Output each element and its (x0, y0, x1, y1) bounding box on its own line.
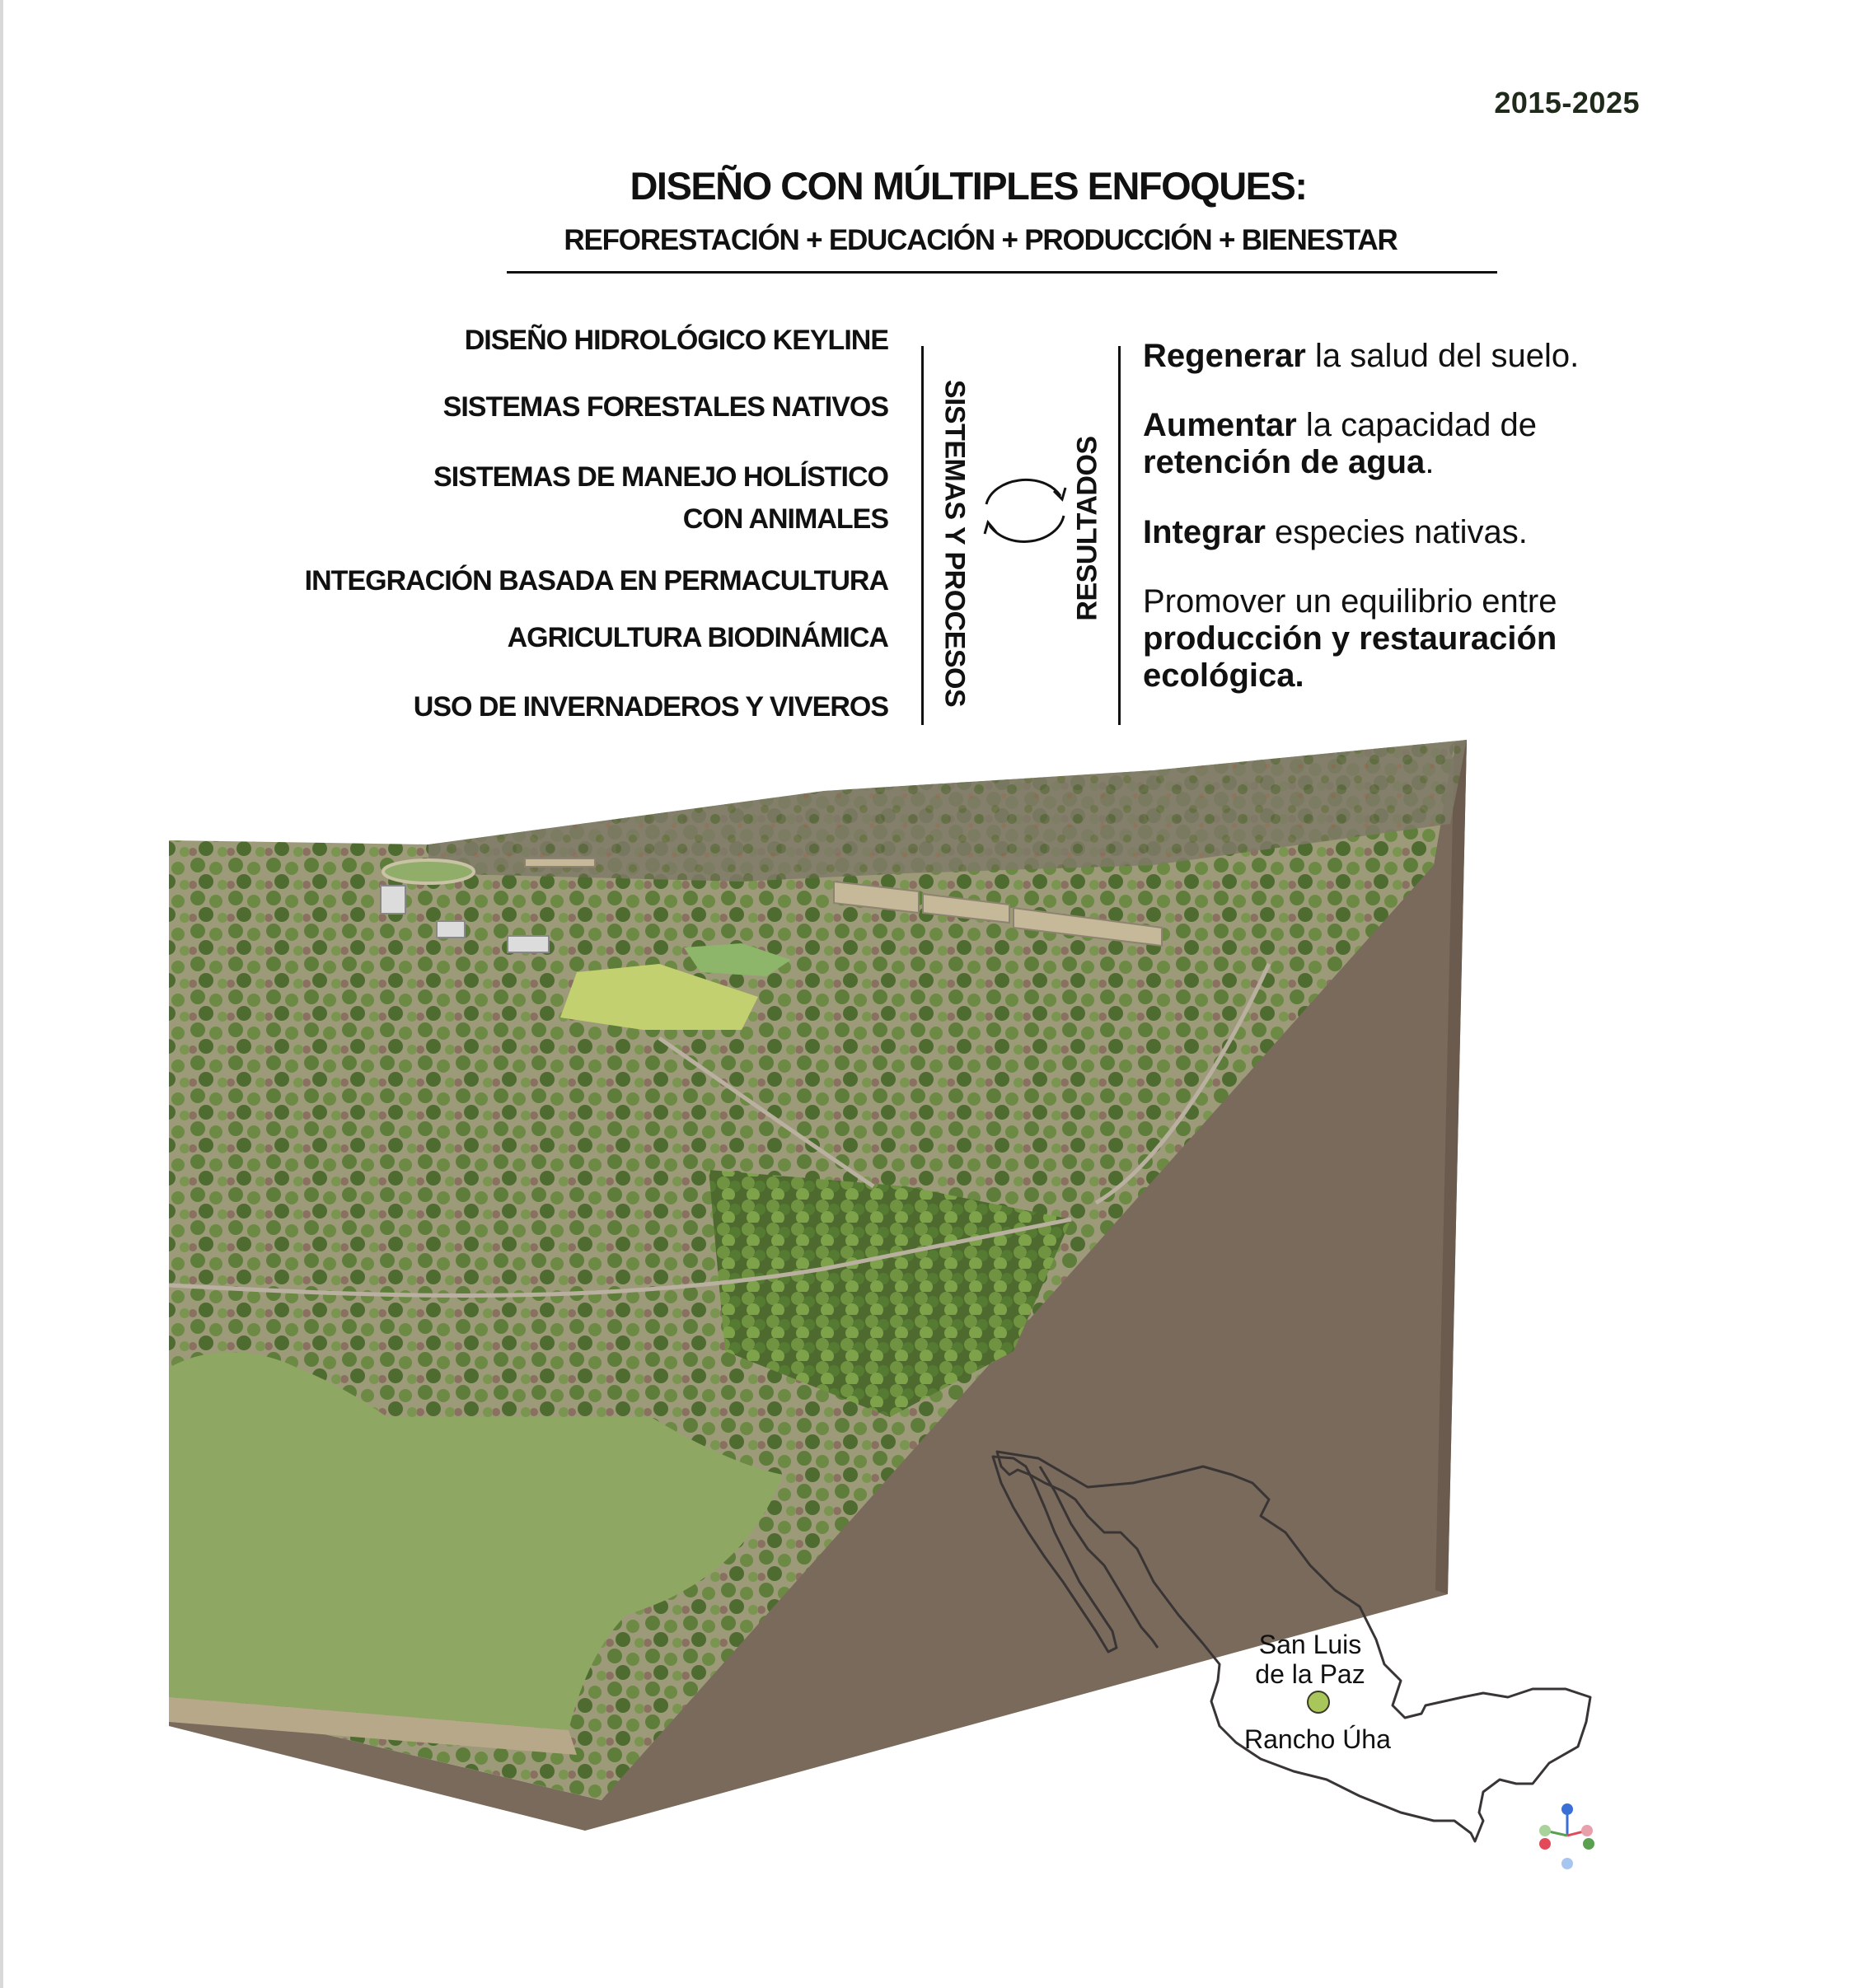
location-marker-icon (1308, 1691, 1329, 1713)
map-city-line1: San Luis (1258, 1630, 1362, 1659)
map-city-line2: de la Paz (1255, 1659, 1365, 1689)
system-item-keyline: DISEÑO HIDROLÓGICO KEYLINE (464, 325, 888, 356)
map-site-label: Rancho Úha (1244, 1724, 1391, 1754)
result-text: la capacidad de (1296, 407, 1538, 443)
result-verb: Integrar (1143, 514, 1266, 550)
axis-gizmo-icon (1539, 1803, 1594, 1869)
result-text: . (1425, 444, 1435, 480)
result-emphasis: producción y restauración ecológica. (1143, 620, 1557, 694)
year-range: 2015-2025 (1494, 86, 1640, 119)
result-verb: Regenerar (1143, 338, 1306, 374)
system-item-forestales: SISTEMAS FORESTALES NATIVOS (442, 391, 888, 423)
system-item-holistico: SISTEMAS DE MANEJO HOLÍSTICO (433, 461, 888, 493)
system-item-biodinamica: AGRICULTURA BIODINÁMICA (507, 622, 888, 653)
system-item-invernaderos: USO DE INVERNADEROS Y VIVEROS (413, 691, 888, 723)
result-text: la salud del suelo. (1305, 338, 1580, 374)
page-title: DISEÑO CON MÚLTIPLES ENFOQUES: (630, 164, 1307, 208)
systems-label: SISTEMAS Y PROCESOS (939, 379, 971, 708)
system-item-animales: CON ANIMALES (682, 503, 888, 535)
system-item-permacultura: INTEGRACIÓN BASADA EN PERMACULTURA (304, 565, 888, 596)
page-subtitle: REFORESTACIÓN + EDUCACIÓN + PRODUCCIÓN + BIENESTAR (564, 224, 1398, 256)
results-label: RESULTADOS (1071, 436, 1103, 621)
result-text: Promover un equilibrio entre (1143, 583, 1557, 620)
result-text: especies nativas. (1265, 514, 1528, 550)
map-city-label (1248, 1630, 1372, 1689)
result-emphasis: retención de agua (1143, 444, 1426, 480)
result-verb: Aumentar (1143, 407, 1297, 443)
